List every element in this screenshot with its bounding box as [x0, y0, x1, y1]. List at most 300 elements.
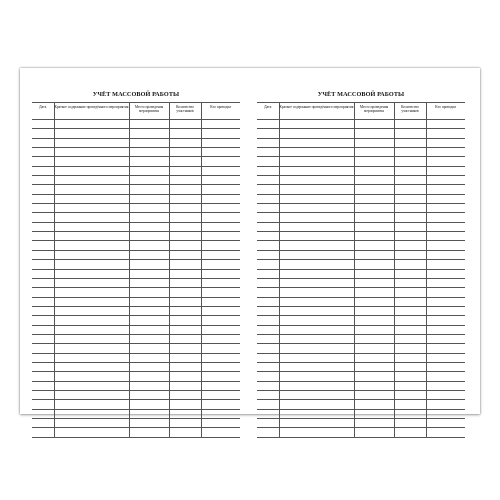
- table-row: [32, 129, 240, 138]
- table-cell: [54, 278, 129, 287]
- table-cell: [394, 241, 426, 250]
- table-row: [32, 241, 240, 250]
- table-cell: [169, 222, 201, 231]
- table-row: [257, 260, 465, 269]
- table-cell: [54, 185, 129, 194]
- table-cell: [169, 390, 201, 399]
- table-cell: [32, 362, 54, 371]
- table-cell: [32, 166, 54, 175]
- page-title: УЧЁТ МАССОВОЙ РАБОТЫ: [317, 91, 405, 98]
- table-cell: [394, 353, 426, 362]
- table-cell: [201, 222, 240, 231]
- table-cell: [54, 213, 129, 222]
- table-cell: [279, 278, 354, 287]
- table-cell: [279, 241, 354, 250]
- table-cell: [257, 213, 279, 222]
- table-cell: [32, 381, 54, 390]
- table-cell: [394, 129, 426, 138]
- table-cell: [426, 390, 465, 399]
- table-cell: [279, 288, 354, 297]
- table-cell: [32, 157, 54, 166]
- table-row: [257, 297, 465, 306]
- table-row: [32, 222, 240, 231]
- table-cell: [394, 204, 426, 213]
- column-header-date: Дата: [32, 103, 54, 120]
- table-cell: [257, 222, 279, 231]
- table-cell: [279, 120, 354, 129]
- table-cell: [54, 176, 129, 185]
- table-cell: [129, 306, 169, 315]
- table-cell: [279, 362, 354, 371]
- table-cell: [354, 334, 394, 343]
- table-cell: [32, 260, 54, 269]
- column-header-description: Краткое содержание проведённого мероприятия: [279, 103, 354, 120]
- table-cell: [354, 316, 394, 325]
- table-cell: [354, 353, 394, 362]
- table-cell: [394, 166, 426, 175]
- table-cell: [32, 241, 54, 250]
- table-cell: [279, 269, 354, 278]
- table-cell: [129, 400, 169, 409]
- table-cell: [354, 222, 394, 231]
- table-cell: [32, 278, 54, 287]
- table-cell: [129, 409, 169, 418]
- table-cell: [201, 306, 240, 315]
- table-cell: [394, 269, 426, 278]
- table-cell: [169, 362, 201, 371]
- table-cell: [354, 241, 394, 250]
- table-row: [32, 194, 240, 203]
- table-row: [257, 419, 465, 428]
- table-cell: [169, 334, 201, 343]
- table-row: [257, 316, 465, 325]
- table-cell: [257, 157, 279, 166]
- table-cell: [279, 157, 354, 166]
- table-cell: [169, 297, 201, 306]
- table-cell: [169, 213, 201, 222]
- table-row: [32, 185, 240, 194]
- table-cell: [279, 409, 354, 418]
- table-row: [32, 390, 240, 399]
- table-cell: [201, 176, 240, 185]
- table-cell: [129, 428, 169, 437]
- table-cell: [169, 419, 201, 428]
- table-cell: [32, 185, 54, 194]
- table-row: [32, 157, 240, 166]
- table-row: [257, 325, 465, 334]
- table-cell: [201, 353, 240, 362]
- table-row: [32, 362, 240, 371]
- table-cell: [201, 400, 240, 409]
- table-cell: [169, 157, 201, 166]
- table-cell: [426, 362, 465, 371]
- table-cell: [54, 344, 129, 353]
- table-cell: [394, 372, 426, 381]
- table-cell: [394, 120, 426, 129]
- table-cell: [426, 194, 465, 203]
- table-row: [257, 288, 465, 297]
- column-header-participants: Количество участников: [394, 103, 426, 120]
- table-cell: [129, 381, 169, 390]
- table-cell: [201, 372, 240, 381]
- table-row: [32, 372, 240, 381]
- table-cell: [426, 232, 465, 241]
- table-cell: [169, 241, 201, 250]
- table-cell: [394, 362, 426, 371]
- table-cell: [32, 400, 54, 409]
- table-cell: [354, 409, 394, 418]
- table-cell: [201, 157, 240, 166]
- table-cell: [426, 288, 465, 297]
- table-cell: [129, 269, 169, 278]
- table-cell: [354, 120, 394, 129]
- table-cell: [54, 138, 129, 147]
- table-row: [32, 148, 240, 157]
- table-cell: [426, 353, 465, 362]
- table-cell: [129, 362, 169, 371]
- table-cell: [201, 334, 240, 343]
- table-cell: [394, 381, 426, 390]
- table-row: [32, 353, 240, 362]
- table-cell: [394, 194, 426, 203]
- table-cell: [201, 278, 240, 287]
- table-cell: [257, 288, 279, 297]
- table-cell: [257, 138, 279, 147]
- table-cell: [279, 428, 354, 437]
- table-cell: [201, 325, 240, 334]
- table-cell: [169, 166, 201, 175]
- table-cell: [129, 278, 169, 287]
- table-row: [32, 138, 240, 147]
- table-cell: [201, 204, 240, 213]
- table-body: [32, 120, 240, 438]
- table-row: [257, 232, 465, 241]
- table-cell: [201, 409, 240, 418]
- table-cell: [201, 129, 240, 138]
- table-cell: [279, 306, 354, 315]
- table-cell: [32, 419, 54, 428]
- table-cell: [201, 297, 240, 306]
- table-row: [32, 400, 240, 409]
- table-cell: [169, 269, 201, 278]
- table-cell: [129, 325, 169, 334]
- table-row: [257, 381, 465, 390]
- table-cell: [426, 185, 465, 194]
- table-cell: [54, 362, 129, 371]
- table-cell: [394, 138, 426, 147]
- table-cell: [129, 129, 169, 138]
- table-row: [257, 344, 465, 353]
- table-cell: [257, 297, 279, 306]
- table-cell: [169, 372, 201, 381]
- table-cell: [354, 400, 394, 409]
- table-cell: [354, 297, 394, 306]
- table-cell: [394, 297, 426, 306]
- table-cell: [169, 232, 201, 241]
- table-cell: [129, 213, 169, 222]
- table-cell: [354, 344, 394, 353]
- table-cell: [201, 213, 240, 222]
- table-cell: [169, 148, 201, 157]
- table-cell: [354, 390, 394, 399]
- table-cell: [129, 222, 169, 231]
- table-cell: [54, 325, 129, 334]
- column-header-conducted-by: Кто проводил: [426, 103, 465, 120]
- table-cell: [426, 138, 465, 147]
- table-row: [32, 166, 240, 175]
- table-cell: [201, 166, 240, 175]
- table-cell: [394, 232, 426, 241]
- table-cell: [257, 204, 279, 213]
- table-cell: [354, 428, 394, 437]
- table-cell: [426, 278, 465, 287]
- table-cell: [394, 390, 426, 399]
- table-cell: [426, 222, 465, 231]
- table-cell: [279, 297, 354, 306]
- table-cell: [354, 278, 394, 287]
- table-cell: [169, 344, 201, 353]
- table-row: [257, 390, 465, 399]
- table-row: [257, 204, 465, 213]
- table-cell: [354, 213, 394, 222]
- table-cell: [129, 353, 169, 362]
- column-header-description: Краткое содержание проведённого мероприятия: [54, 103, 129, 120]
- table-cell: [394, 260, 426, 269]
- table-cell: [32, 176, 54, 185]
- table-cell: [257, 250, 279, 259]
- table-cell: [169, 185, 201, 194]
- table-cell: [32, 232, 54, 241]
- table-cell: [32, 409, 54, 418]
- notebook-spread: [20, 68, 480, 414]
- table-cell: [169, 409, 201, 418]
- table-cell: [354, 204, 394, 213]
- table-cell: [32, 372, 54, 381]
- table-cell: [54, 166, 129, 175]
- table-cell: [279, 138, 354, 147]
- table-cell: [129, 194, 169, 203]
- table-cell: [201, 381, 240, 390]
- table-row: [32, 306, 240, 315]
- table-cell: [257, 166, 279, 175]
- table-cell: [354, 157, 394, 166]
- table-cell: [129, 157, 169, 166]
- table-cell: [54, 372, 129, 381]
- table-cell: [394, 306, 426, 315]
- table-cell: [354, 232, 394, 241]
- table-cell: [257, 390, 279, 399]
- table-cell: [201, 120, 240, 129]
- table-cell: [201, 316, 240, 325]
- table-cell: [54, 288, 129, 297]
- table-cell: [129, 204, 169, 213]
- table-cell: [54, 390, 129, 399]
- table-row: [257, 166, 465, 175]
- table-cell: [354, 185, 394, 194]
- table-row: [257, 362, 465, 371]
- table-cell: [279, 325, 354, 334]
- table-cell: [279, 334, 354, 343]
- table-cell: [129, 344, 169, 353]
- table-cell: [426, 213, 465, 222]
- table-cell: [257, 148, 279, 157]
- table-cell: [257, 232, 279, 241]
- table-row: [32, 204, 240, 213]
- table-cell: [129, 148, 169, 157]
- table-cell: [354, 194, 394, 203]
- table-cell: [129, 138, 169, 147]
- table-cell: [169, 138, 201, 147]
- table-cell: [201, 344, 240, 353]
- table-cell: [169, 250, 201, 259]
- table-cell: [129, 372, 169, 381]
- table-cell: [54, 232, 129, 241]
- table-cell: [279, 176, 354, 185]
- table-cell: [257, 381, 279, 390]
- table-row: [32, 269, 240, 278]
- table-cell: [54, 353, 129, 362]
- table-row: [257, 428, 465, 437]
- table-cell: [279, 390, 354, 399]
- table-cell: [169, 204, 201, 213]
- table-cell: [354, 288, 394, 297]
- table-row: [32, 381, 240, 390]
- table-cell: [32, 250, 54, 259]
- table-row: [32, 316, 240, 325]
- table-cell: [394, 278, 426, 287]
- table-cell: [257, 353, 279, 362]
- table-cell: [354, 362, 394, 371]
- table-cell: [257, 334, 279, 343]
- table-cell: [354, 381, 394, 390]
- table-cell: [257, 316, 279, 325]
- table-cell: [54, 241, 129, 250]
- table-header-row: [257, 103, 465, 120]
- table-cell: [257, 400, 279, 409]
- table-cell: [201, 241, 240, 250]
- column-header-conducted-by: Кто проводил: [201, 103, 240, 120]
- page-title: УЧЁТ МАССОВОЙ РАБОТЫ: [92, 91, 180, 98]
- table-cell: [32, 288, 54, 297]
- table-row: [257, 194, 465, 203]
- table-cell: [257, 194, 279, 203]
- table-cell: [54, 260, 129, 269]
- table-row: [257, 334, 465, 343]
- table-cell: [169, 353, 201, 362]
- table-cell: [394, 222, 426, 231]
- table-cell: [54, 306, 129, 315]
- table-cell: [394, 428, 426, 437]
- table-cell: [257, 241, 279, 250]
- table-cell: [32, 138, 54, 147]
- table-cell: [279, 194, 354, 203]
- column-header-date: Дата: [257, 103, 279, 120]
- table-cell: [394, 250, 426, 259]
- table-cell: [257, 344, 279, 353]
- table-cell: [394, 400, 426, 409]
- left-page: [32, 68, 240, 438]
- table-row: [32, 278, 240, 287]
- table-cell: [129, 419, 169, 428]
- table-cell: [32, 222, 54, 231]
- table-row: [257, 278, 465, 287]
- table-cell: [257, 409, 279, 418]
- table-cell: [54, 204, 129, 213]
- table-cell: [426, 344, 465, 353]
- table-cell: [354, 419, 394, 428]
- table-cell: [426, 250, 465, 259]
- table-row: [257, 372, 465, 381]
- table-cell: [257, 362, 279, 371]
- table-cell: [354, 306, 394, 315]
- table-cell: [279, 129, 354, 138]
- table-cell: [426, 409, 465, 418]
- table-cell: [201, 250, 240, 259]
- table-row: [32, 260, 240, 269]
- table-row: [32, 419, 240, 428]
- table-cell: [201, 390, 240, 399]
- table-row: [257, 353, 465, 362]
- table-cell: [54, 120, 129, 129]
- column-header-place: Место проведения мероприятия: [354, 103, 394, 120]
- table-row: [257, 138, 465, 147]
- table-cell: [129, 250, 169, 259]
- table-cell: [394, 288, 426, 297]
- table-cell: [169, 428, 201, 437]
- table-cell: [54, 250, 129, 259]
- table-cell: [169, 120, 201, 129]
- table-cell: [169, 288, 201, 297]
- table-cell: [32, 428, 54, 437]
- table-cell: [279, 400, 354, 409]
- table-cell: [32, 213, 54, 222]
- table-cell: [169, 260, 201, 269]
- table-cell: [129, 176, 169, 185]
- table-cell: [426, 325, 465, 334]
- table-cell: [54, 194, 129, 203]
- table-cell: [279, 344, 354, 353]
- table-cell: [54, 157, 129, 166]
- mass-work-table: [257, 102, 465, 438]
- table-row: [257, 185, 465, 194]
- right-page: [257, 68, 465, 438]
- table-cell: [32, 334, 54, 343]
- table-cell: [32, 269, 54, 278]
- table-cell: [279, 166, 354, 175]
- table-cell: [32, 120, 54, 129]
- table-cell: [32, 353, 54, 362]
- table-cell: [169, 194, 201, 203]
- table-cell: [32, 344, 54, 353]
- table-row: [257, 213, 465, 222]
- table-cell: [129, 185, 169, 194]
- table-cell: [257, 120, 279, 129]
- table-cell: [169, 306, 201, 315]
- table-cell: [129, 260, 169, 269]
- mass-work-table: [32, 102, 240, 438]
- table-cell: [201, 148, 240, 157]
- table-row: [257, 129, 465, 138]
- table-cell: [354, 138, 394, 147]
- table-cell: [426, 297, 465, 306]
- table-cell: [201, 194, 240, 203]
- table-cell: [201, 138, 240, 147]
- table-row: [257, 250, 465, 259]
- table-cell: [354, 269, 394, 278]
- table-cell: [257, 129, 279, 138]
- table-cell: [426, 129, 465, 138]
- table-row: [257, 222, 465, 231]
